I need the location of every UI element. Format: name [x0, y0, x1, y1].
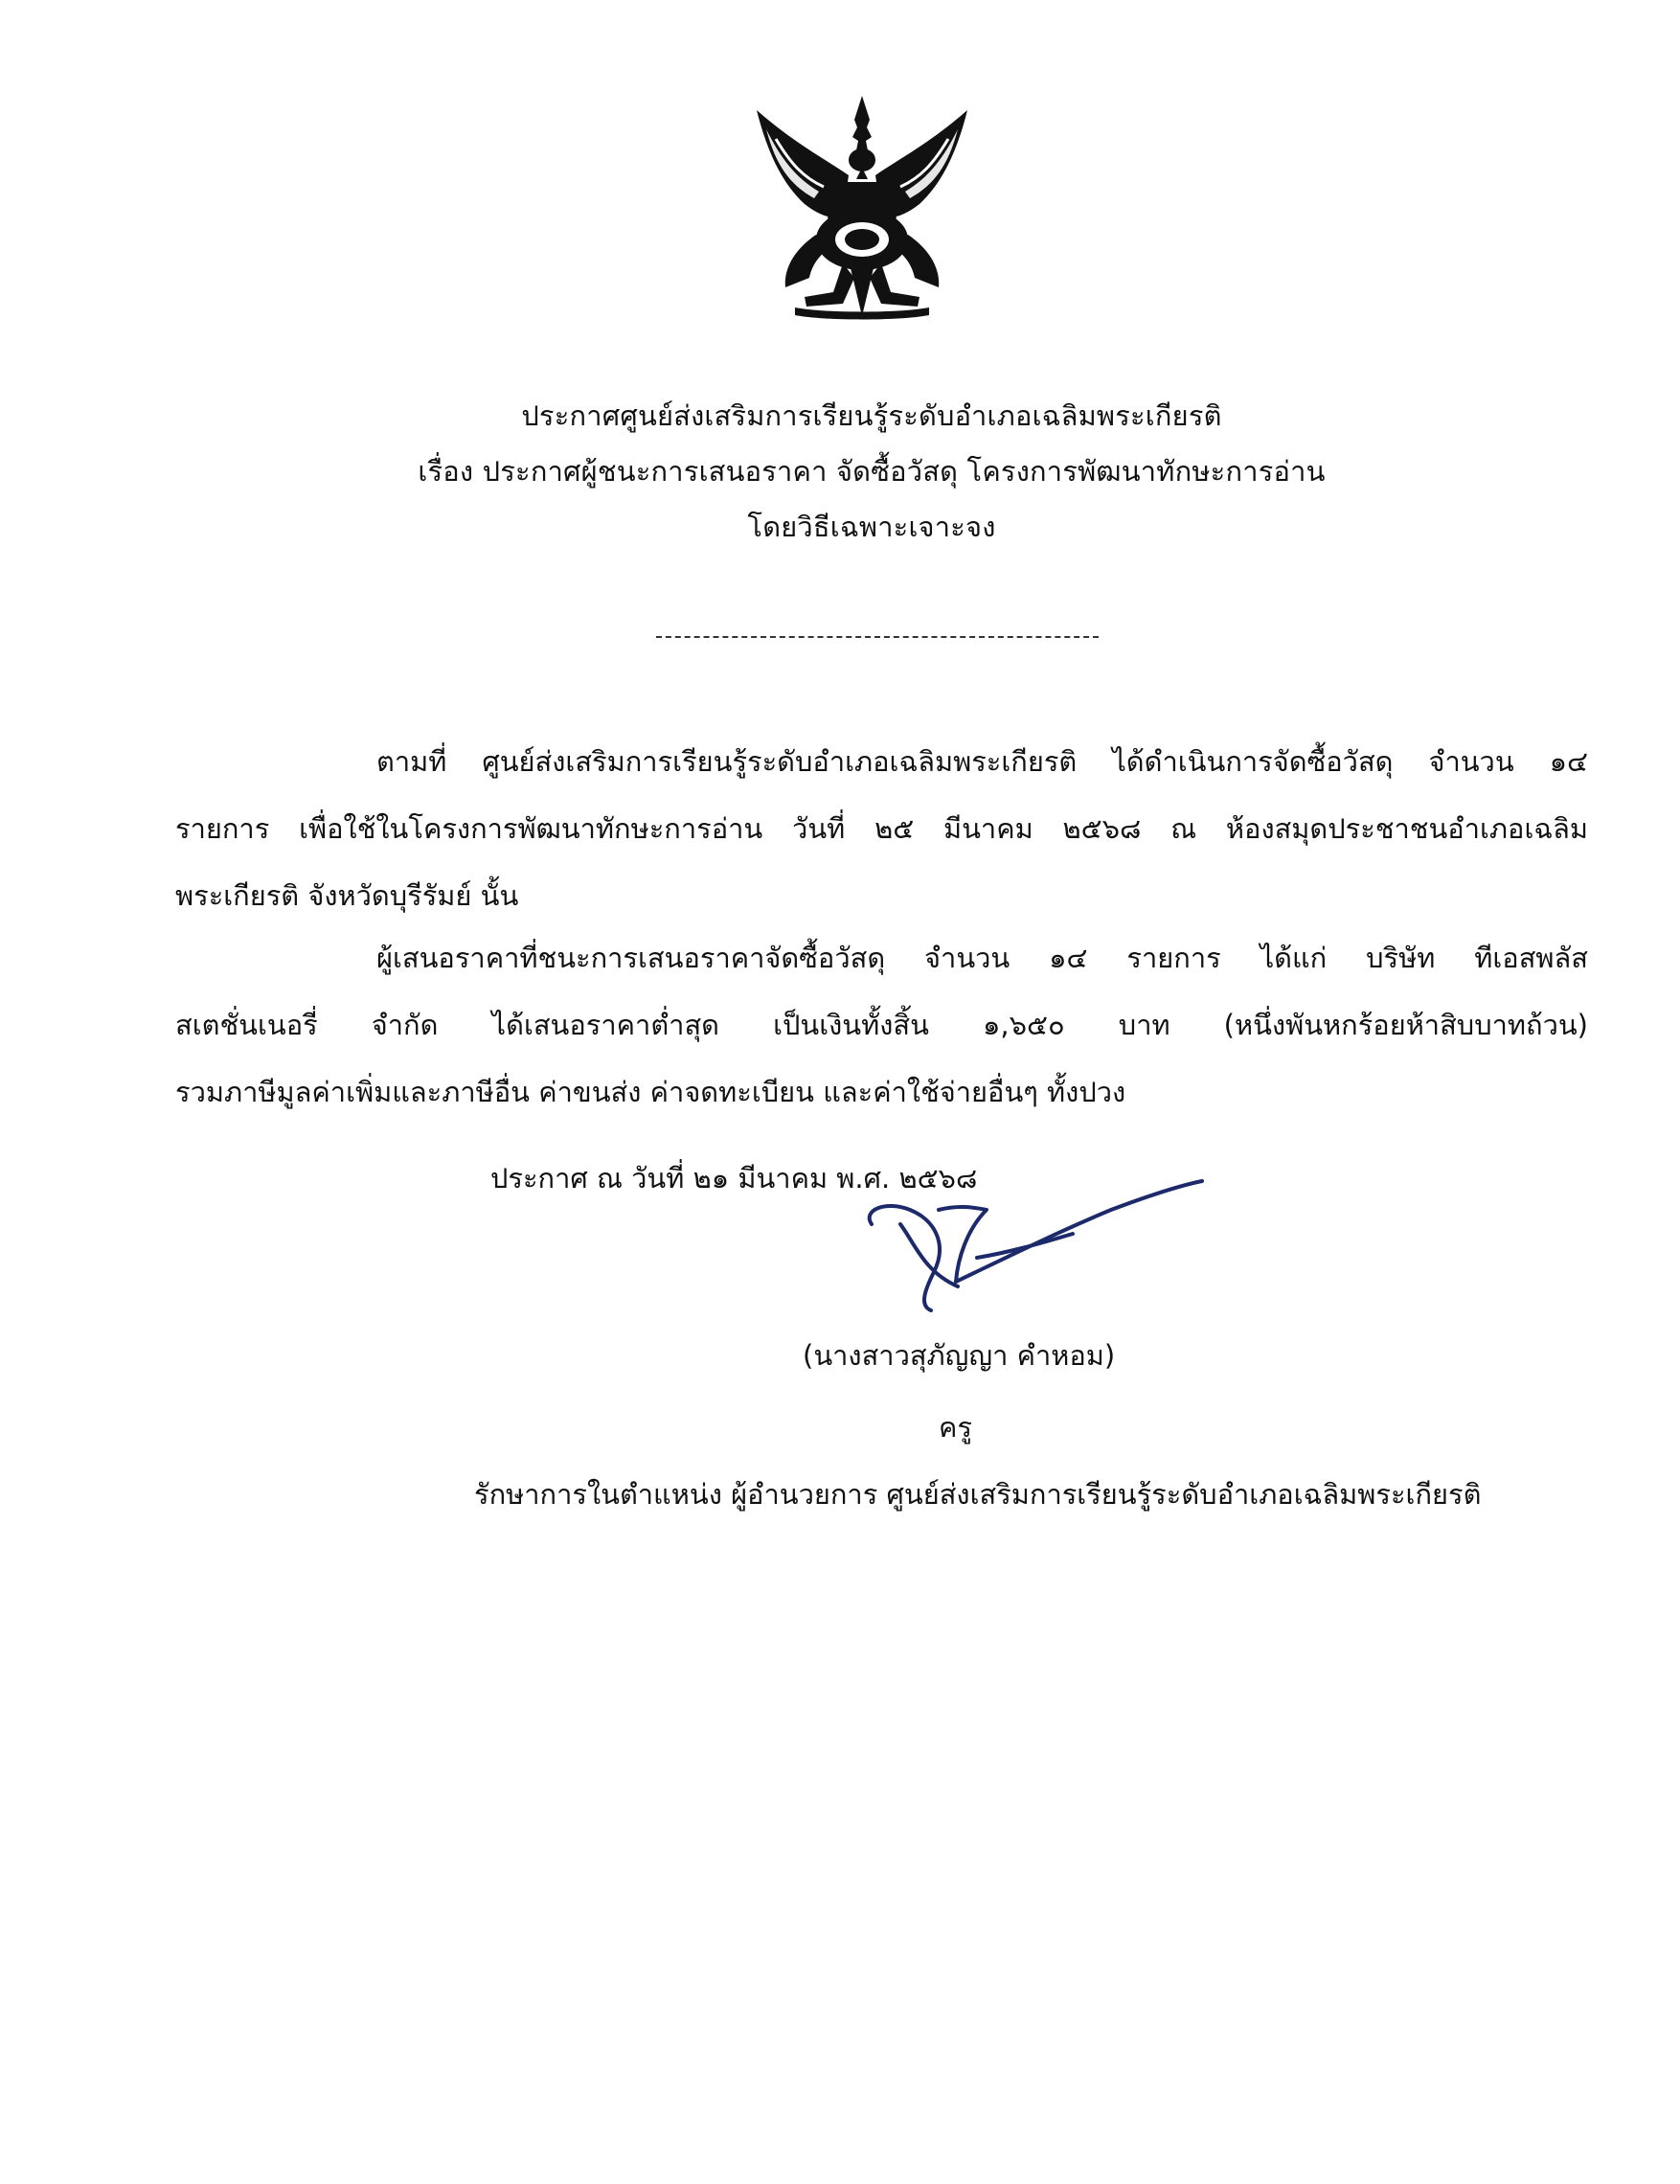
- paragraph-2-line-1: ผู้เสนอราคาที่ชนะการเสนอราคาจัดซื้อวัสดุ จำนวน ๑๔ รายการ ได้แก่ บริษัท ทีเอสพลัส: [376, 942, 1588, 974]
- paragraph-1-line-2: รายการ เพื่อใช้ในโครงการพัฒนาทักษะการอ่าน วันที่ ๒๕ มีนาคม ๒๕๖๘ ณ ห้องสมุดประชาชนอำเภอเฉลิม: [175, 812, 1588, 845]
- signer-position: รักษาการในตำแหน่ง ผู้อำนวยการ ศูนย์ส่งเสริมการเรียนรู้ระดับอำเภอเฉลิมพระเกียรติ: [474, 1478, 1482, 1511]
- paragraph-2-line-2: สเตชั่นเนอรี่ จำกัด ได้เสนอราคาต่ำสุด เป็นเงินทั้งสิ้น ๑,๖๕๐ บาท (หนึ่งพันหกร้อยห้าสิบบาทถ้วน): [175, 1009, 1588, 1041]
- document-title: [153, 388, 1590, 555]
- title-separator: [656, 636, 1099, 638]
- paragraph-1-line-1: ตามที่ ศูนย์ส่งเสริมการเรียนรู้ระดับอำเภอเฉลิมพระเกียรติ ได้ดำเนินการจัดซื้อวัสดุ จำนวน ๑๔: [376, 745, 1588, 778]
- handwritten-signature: [843, 1167, 1207, 1320]
- title-line-3: โดยวิธีเฉพาะเจาะจง: [747, 511, 996, 543]
- title-line-2: เรื่อง ประกาศผู้ชนะการเสนอราคา จัดซื้อวัสดุ โครงการพัฒนาทักษะการอ่าน: [418, 455, 1326, 488]
- paragraph-2: [175, 924, 1588, 1126]
- garuda-emblem-icon: [738, 91, 987, 321]
- title-line-1: ประกาศศูนย์ส่งเสริมการเรียนรู้ระดับอำเภอเฉลิมพระเกียรติ: [521, 399, 1222, 432]
- paragraph-1: [175, 728, 1588, 929]
- paragraph-1-line-3: พระเกียรติ จังหวัดบุรีรัมย์ นั้น: [175, 879, 519, 912]
- signer-role: ครู: [939, 1411, 972, 1444]
- paragraph-2-line-3: รวมภาษีมูลค่าเพิ่มและภาษีอื่น ค่าขนส่ง ค่าจดทะเบียน และค่าใช้จ่ายอื่นๆ ทั้งปวง: [175, 1076, 1126, 1108]
- announcement-date: ประกาศ ณ วันที่ ๒๑ มีนาคม พ.ศ. ๒๕๖๘: [490, 1162, 978, 1194]
- signer-name: (นางสาวสุภัญญา คำหอม): [803, 1339, 1116, 1372]
